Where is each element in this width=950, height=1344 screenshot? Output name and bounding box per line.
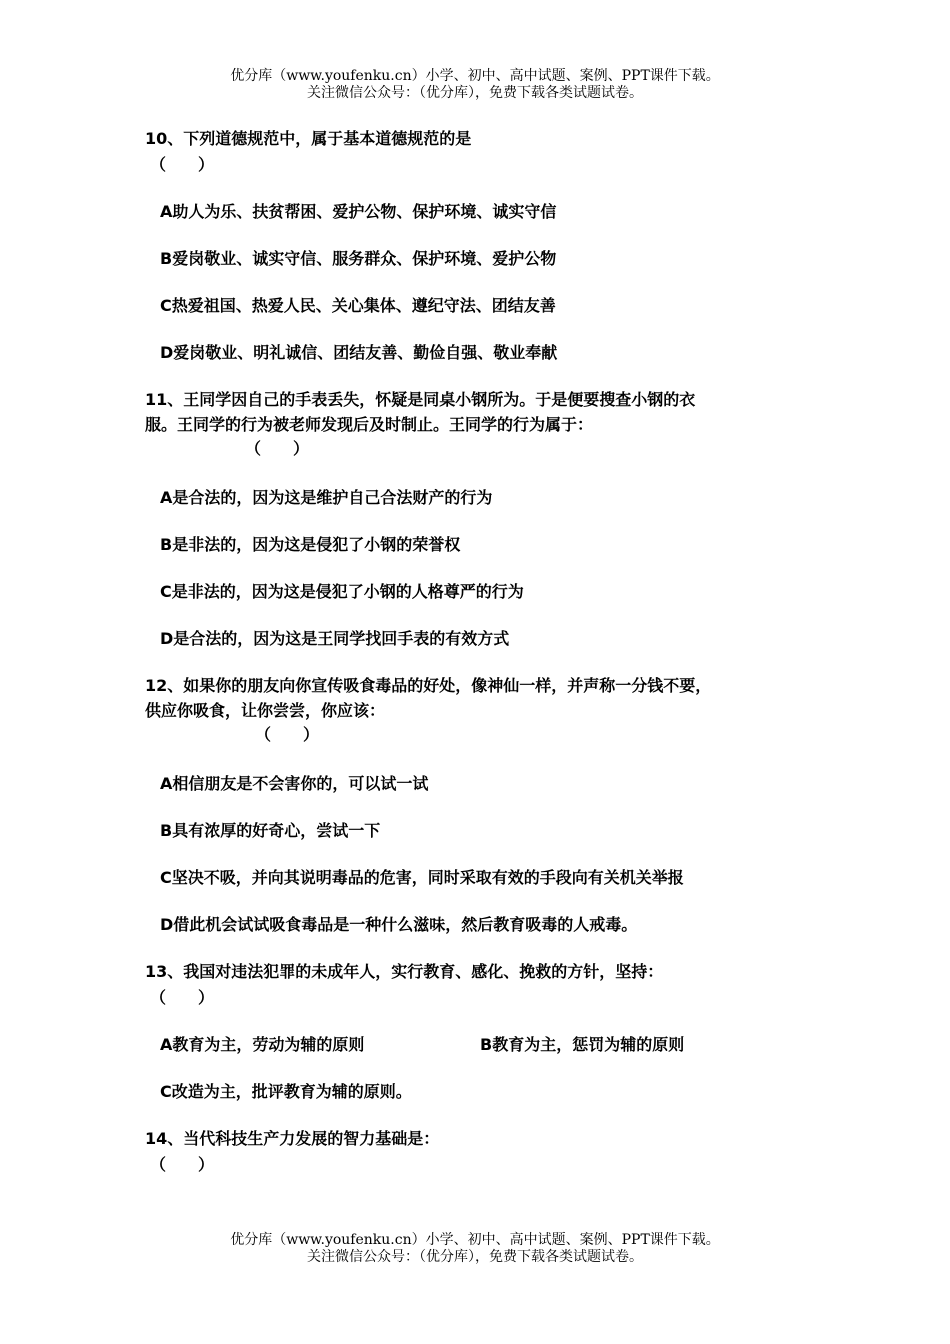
footer-line-1: 优分库（www.youfenku.cn）小学、初中、高中试题、案例、PPT课件下载。 <box>230 1232 720 1248</box>
question-12-stem-line-2: 供应你吸食，让你尝尝，你应该： <box>145 701 386 720</box>
question-11-option-b: B是非法的，因为这是侵犯了小钢的荣誉权 <box>160 535 461 554</box>
page-footer <box>0 1232 950 1266</box>
question-13-option-a: A教育为主，劳动为辅的原则 <box>160 1035 365 1054</box>
question-12-option-a: A相信朋友是不会害你的，可以试一试 <box>160 774 429 793</box>
question-14-stem: 14、当代科技生产力发展的智力基础是： <box>145 1129 440 1148</box>
question-13-stem: 13、我国对违法犯罪的未成年人，实行教育、感化、挽救的方针，坚持： <box>145 962 664 981</box>
header-line-2: 关注微信公众号：（优分库），免费下载各类试题试卷。 <box>307 85 643 101</box>
question-12-option-c: C坚决不吸，并向其说明毒品的危害，同时采取有效的手段向有关机关举报 <box>160 868 684 887</box>
question-10-option-a: A助人为乐、扶贫帮困、爱护公物、保护环境、诚实守信 <box>160 202 557 221</box>
question-10-option-b: B爱岗敬业、诚实守信、服务群众、保护环境、爱护公物 <box>160 249 557 268</box>
question-10-answer-blank: （ ） <box>150 155 215 174</box>
question-12-stem-line-1: 12、如果你的朋友向你宣传吸食毒品的好处，像神仙一样，并声称一分钱不要， <box>145 676 712 695</box>
page-header <box>0 68 950 102</box>
question-12-option-b: B具有浓厚的好奇心，尝试一下 <box>160 821 381 840</box>
question-14-answer-blank: （ ） <box>150 1155 215 1174</box>
question-11-stem-line-1: 11、王同学因自己的手表丢失，怀疑是同桌小钢所为。于是便要搜查小钢的衣 <box>145 390 696 409</box>
question-12-answer-blank: （ ） <box>255 725 320 744</box>
question-11-stem-line-2: 服。王同学的行为被老师发现后及时制止。王同学的行为属于： <box>145 415 594 434</box>
question-10-option-c: C热爱祖国、热爱人民、关心集体、遵纪守法、团结友善 <box>160 296 556 315</box>
question-12-option-d: D借此机会试试吸食毒品是一种什么滋味，然后教育吸毒的人戒毒。 <box>160 915 638 934</box>
question-10-option-d: D爱岗敬业、明礼诚信、团结友善、勤俭自强、敬业奉献 <box>160 343 558 362</box>
question-13-option-b: B教育为主，惩罚为辅的原则 <box>480 1035 685 1054</box>
question-11-option-d: D是合法的，因为这是王同学找回手表的有效方式 <box>160 629 510 648</box>
question-11-answer-blank: （ ） <box>245 439 310 458</box>
question-13-answer-blank: （ ） <box>150 988 215 1007</box>
header-line-1: 优分库（www.youfenku.cn）小学、初中、高中试题、案例、PPT课件下载。 <box>230 68 720 84</box>
footer-line-2: 关注微信公众号：（优分库），免费下载各类试题试卷。 <box>307 1249 643 1265</box>
question-11-option-c: C是非法的，因为这是侵犯了小钢的人格尊严的行为 <box>160 582 524 601</box>
question-10-stem: 10、下列道德规范中，属于基本道德规范的是 <box>145 129 472 148</box>
question-11-option-a: A是合法的，因为这是维护自己合法财产的行为 <box>160 488 493 507</box>
question-13-option-c: C改造为主，批评教育为辅的原则。 <box>160 1082 412 1101</box>
